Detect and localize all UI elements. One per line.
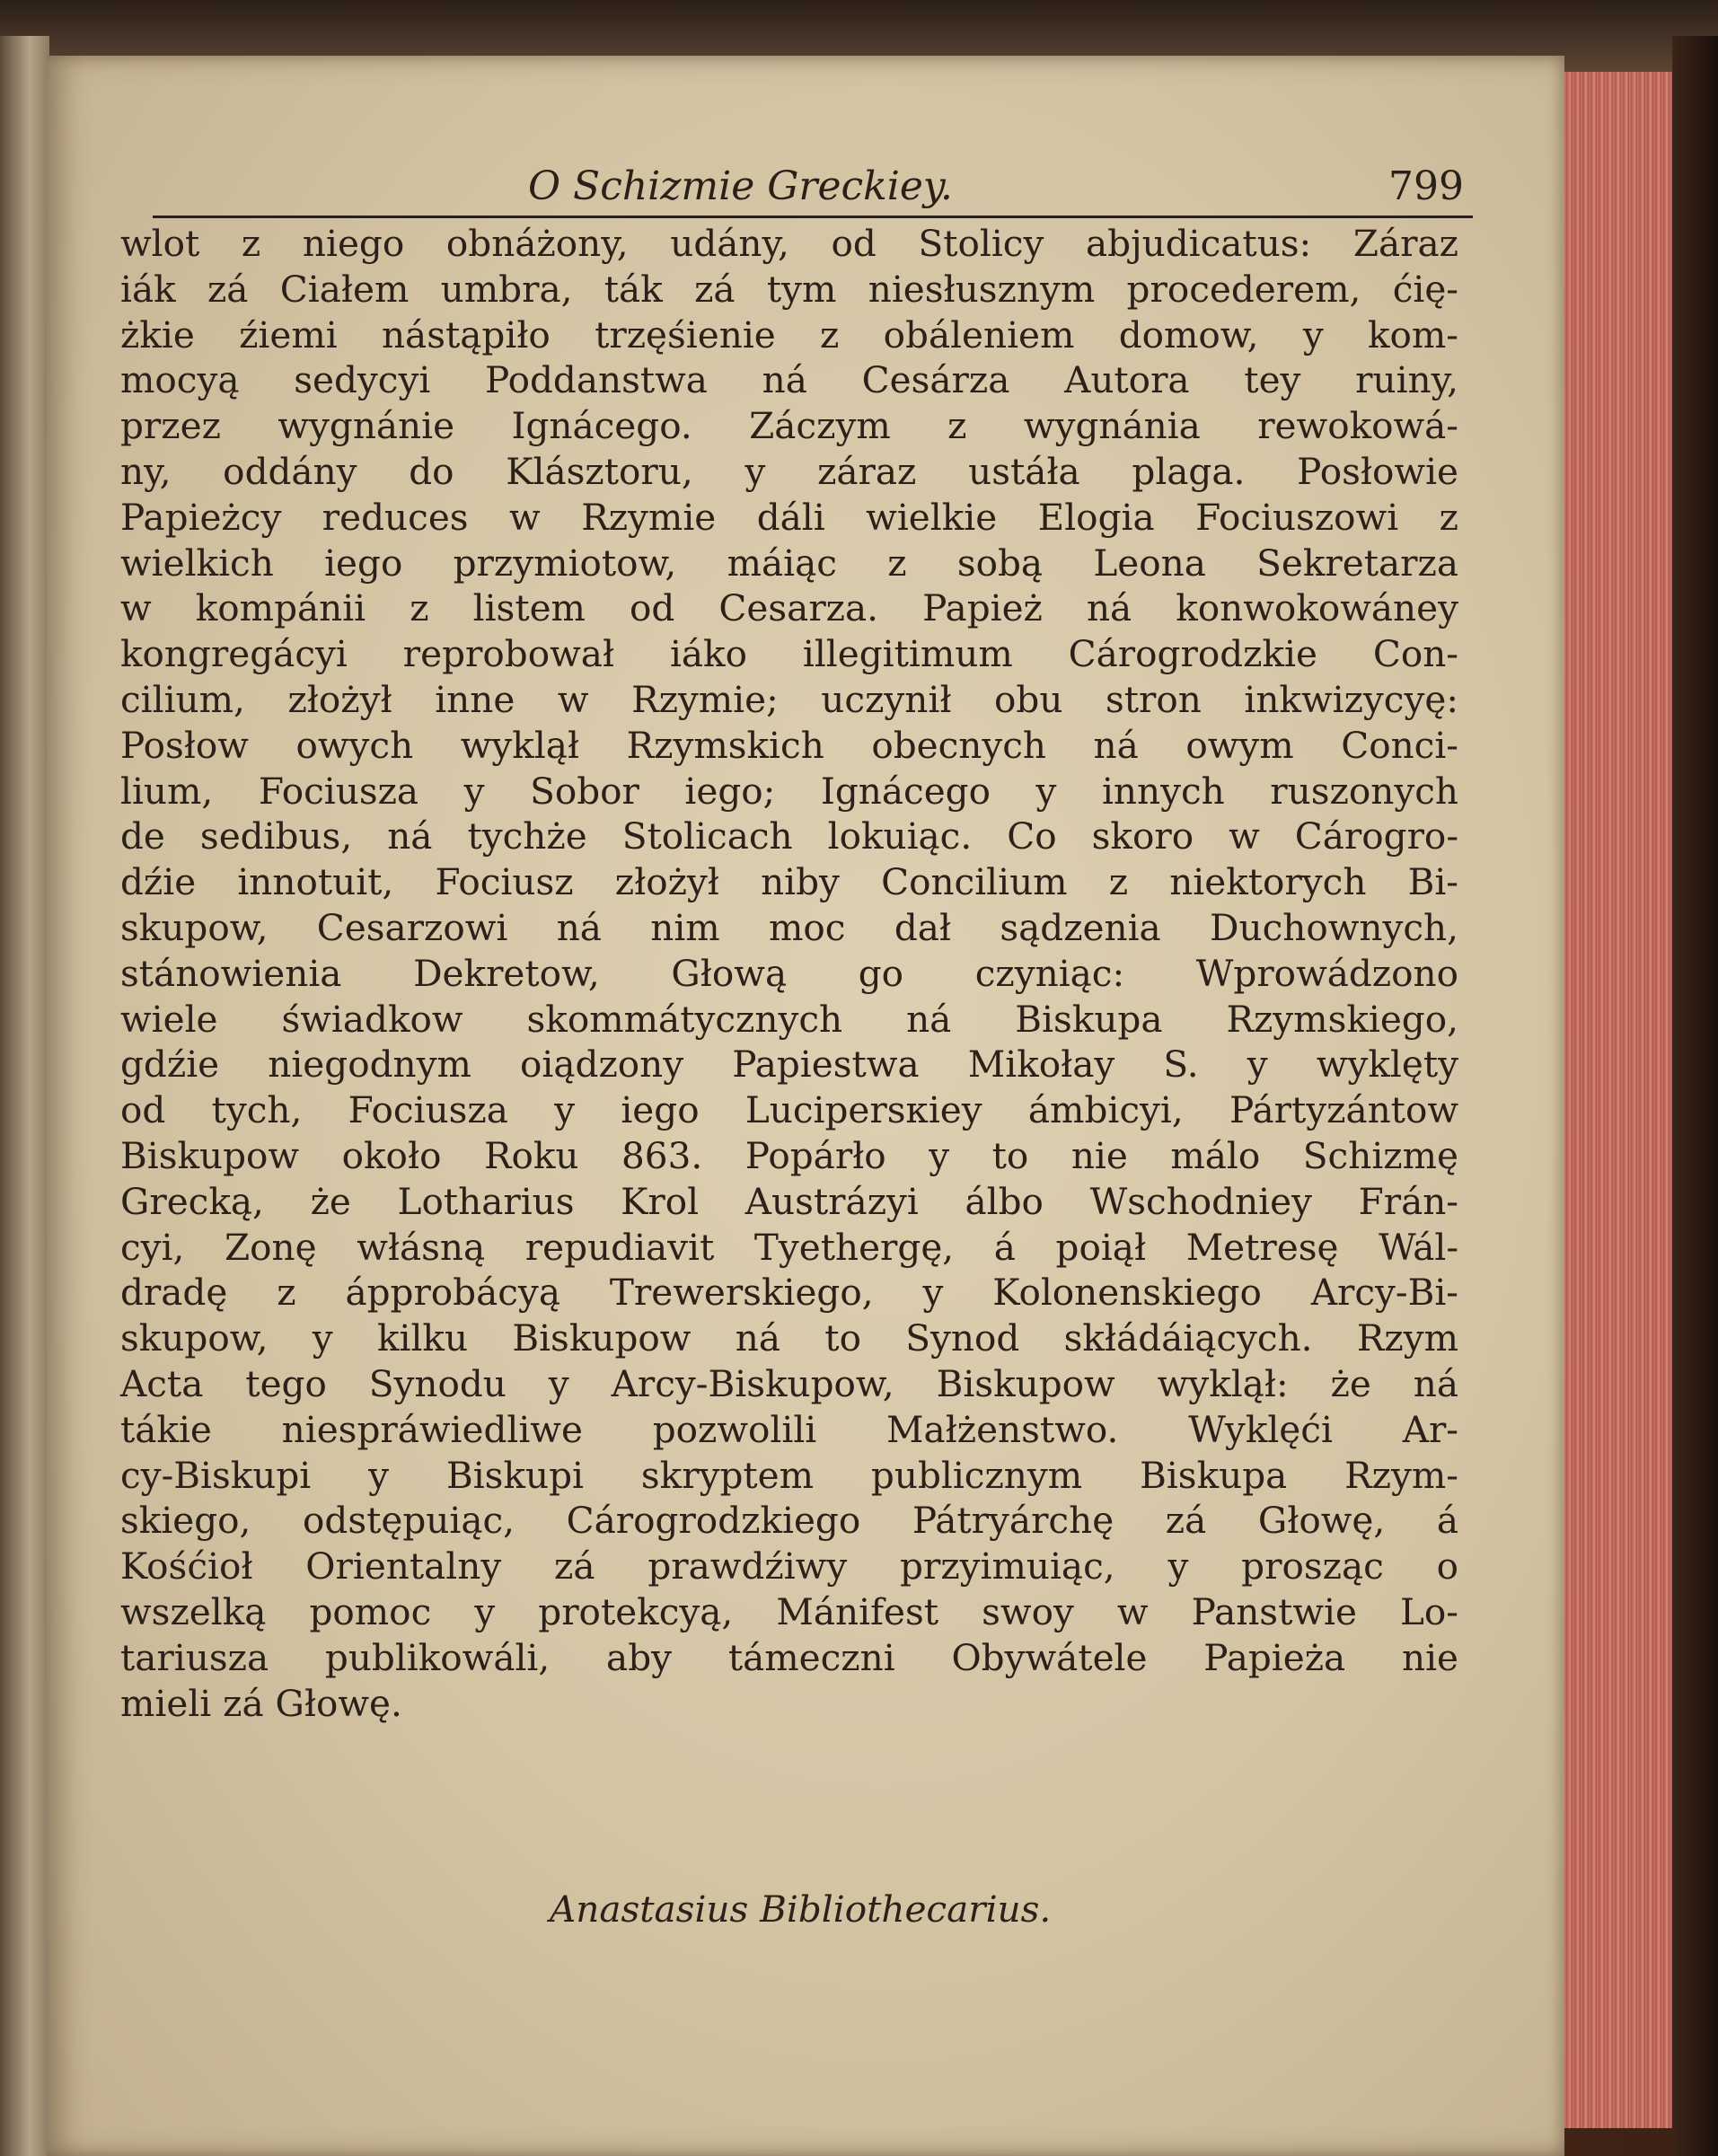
- text-line: cilium, złożył inne w Rzymie; uczynił obu stron inkwizycyę:: [120, 677, 1458, 721]
- text-line: żkie źiemi nástąpiło trzęśienie z obáleniem domow, y kom-: [120, 312, 1458, 356]
- text-line: kongregácyi reprobował iáko illegitimum Cárogrodzkie Con-: [120, 632, 1458, 676]
- text-line: przez wygnánie Ignácego. Záczym z wygnánia rewokowá-: [120, 404, 1458, 448]
- text-line: lium, Fociusza y Sobor iego; Ignácego y innych ruszonych: [120, 769, 1458, 813]
- text-line: Acta tego Synodu y Arcy-Biskupow, Biskupow wyklął: że ná: [120, 1361, 1458, 1405]
- text-line: dradę z ápprobácyą Trewerskiego, y Kolonenskiego Arcy-Bi-: [120, 1271, 1458, 1315]
- text-line: iák zá Ciałem umbra, ták zá tym niesłusznym procederem, ćię-: [120, 267, 1458, 311]
- text-line: wielkich iego przymiotow, máiąc z sobą Leona Sekretarza: [120, 541, 1458, 585]
- text-line: cyi, Zonę włásną repudiavit Tyethergę, á poiął Metresę Wál-: [120, 1225, 1458, 1269]
- text-line: Biskupow około Roku 863. Popárło y to nie málo Schizmę: [120, 1133, 1458, 1177]
- text-line: mocyą sedycyi Poddanstwa ná Cesárza Autora tey ruiny,: [120, 358, 1458, 402]
- text-line: Posłow owych wyklął Rzymskich obecnych ná owym Conci-: [120, 723, 1458, 767]
- text-line: tákie niespráwiedliwe pozwolili Małżenstwo. Wyklęći Ar-: [120, 1407, 1458, 1451]
- body-text: [120, 221, 1458, 1726]
- text-line: skiego, odstępuiąc, Cárogrodzkiego Pátryárchę zá Głowę, á: [120, 1499, 1458, 1543]
- text-line: de sedibus, ná tychże Stolicach lokuiąc. Co skoro w Cárogro-: [120, 814, 1458, 858]
- text-line: cy-Biskupi y Biskupi skryptem publicznym Biskupa Rzym-: [120, 1453, 1458, 1497]
- text-line: skupow, Cesarzowi ná nim moc dał sądzenia Duchownych,: [120, 905, 1458, 949]
- text-line: tariusza publikowáli, aby támeczni Obywátele Papieża nie: [120, 1635, 1458, 1679]
- running-title: O Schizmie Greckiey.: [528, 163, 953, 209]
- left-page-edge: [0, 36, 49, 2156]
- running-header: [153, 162, 1473, 218]
- text-line: wszelką pomoc y protekcyą, Mánifest swoy w Panstwie Lo-: [120, 1589, 1458, 1633]
- text-line: ny, oddány do Klásztoru, y záraz ustáła plaga. Posłowie: [120, 449, 1458, 493]
- text-line: skupow, y kilku Biskupow ná to Synod skłádáiących. Rzym: [120, 1316, 1458, 1360]
- text-line: Papieżcy reduces w Rzymie dáli wielkie Elogia Fociuszowi z: [120, 495, 1458, 539]
- text-line: wlot z niego obnáżony, udány, od Stolicy abjudicatus: Záraz: [120, 222, 1458, 265]
- text-line: stánowienia Dekretow, Głową go czyniąc: Wprowádzono: [120, 951, 1458, 995]
- text-line: od tych, Fociusza y iego Lucipersкiey ámbicyi, Pártyzántow: [120, 1088, 1458, 1132]
- text-line: Grecką, że Lotharius Krol Austrázyi álbo Wschodniey Frán-: [120, 1179, 1458, 1223]
- text-line: dźie innotuit, Fociusz złożył niby Concilium z niektorych Bi-: [120, 860, 1458, 904]
- text-line: gdźie niegodnym oiądzony Papiestwa Mikołay S. y wyklęty: [120, 1043, 1458, 1087]
- text-line: w kompánii z listem od Cesarza. Papież ná konwokowáney: [120, 586, 1458, 630]
- signature-citation: Anastasius Bibliothecarius.: [550, 1888, 1052, 1931]
- page-number: 799: [1388, 163, 1464, 209]
- text-line: mieli zá Głowę.: [120, 1681, 402, 1725]
- text-line: Kośćioł Orientalny zá prawdźiwy przyimuiąc, y prosząc o: [120, 1544, 1458, 1588]
- page-fore-edge: [1554, 72, 1678, 2128]
- text-line: wiele świadkow skommátycznych ná Biskupa Rzymskiego,: [120, 997, 1458, 1041]
- book-cover-right: [1672, 36, 1718, 2156]
